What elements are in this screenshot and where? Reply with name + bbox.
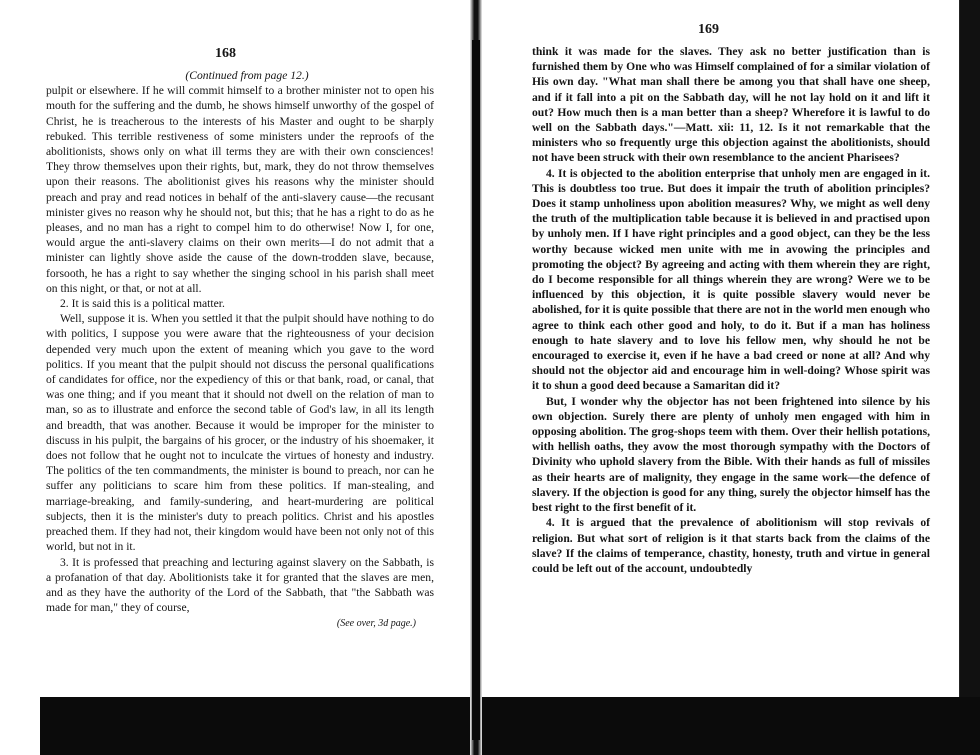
paragraph: 4. It is argued that the prevalence of abolitionism will stop revivals of religion. But what sort of religion is it that starts back from the claims of the slave? If the claims of temperance, chastity, honesty, truth and virtue in general could be left out of the account, undoubtedly (532, 516, 930, 575)
right-page (482, 0, 950, 755)
continued-note: (Continued from page 12.) (185, 69, 309, 82)
paragraph: Well, suppose it is. When you settled it that the pulpit should have nothing to do with politics, I suppose you were aware that the righteousness of your decision depended very much upon the extent of meaning which you gave to the word politics. If you meant that the pulpit should not discuss the personal qualifications of candidates for office, nor the expediency of this or that bank, road, or canal, that was one thing; and if you meant that it should not dwell on the relation of man to man, so as to illustrate and enforce the second table of God's law, in all its length and breadth, that was another. Because it would be improper for the minister to discuss in his pulpit, the bargains of his grocer, or the industry of his shoemaker, it does not follow that he ought not to inculcate the virtues of honesty and industry. The politics of the ten commandments, the minister is bound to preach, nor can he suffer any politicians to scare him from these politics. If man-stealing, and marriage-breaking, and family-sundering, and heart-murdering are political subjects, then it is the minister's duty to preach politics. Christ and his apostles preached them. If they had not, their kingdom would have been not only not of this world, but not in it. (46, 312, 434, 554)
see-over-note: (See over, 3d page.) (336, 618, 416, 630)
paragraph: 4. It is objected to the abolition enterprise that unholy men are engaged in it. This is doubtless too true. But does it impair the truth of abolition principles? Does it stamp unholiness upon abolition measures? Why, we might as well deny the truth of the multiplication table because it is believed in and practised upon by unholy men. If I have right principles and a good object, can they be the less worthy because wicked men unite with me in avowing the principles and promoting the object? By agreeing and acting with them wherein they are right, do I become responsible for all things wherein they are wrong? Were we to be influenced by this objection, it is quite possible slavery would never be abolished, for it is quite possible that there are not in the world men enough who agree to think each other good and holy, to do it. But if a man has holiness enough to hate slavery and to love his fellow men, why should he not be encouraged to exercise it, even if he have a bad creed or none at all? And why should not the objector aid and encourage him in well-doing? Whose spirit was it to shun a good deed because a Samaritan did it? (532, 166, 930, 393)
right-page-text (532, 44, 930, 576)
paragraph: pulpit or elsewhere. If he will commit himself to a brother minister not to open his mouth for the suffering and the dumb, he shows himself unworthy of the gospel of Christ, he is treacherous to the interests of his Master and ought to be sharply rebuked. This terrible restiveness of some ministers under the reproofs of the abolitionists, shows only on what ill terms they are with their own consciences! They throw themselves upon their rights, but, mark, they do not throw themselves upon their reasons. The abolitionist gives his reasons why the minister should preach and pray and read notices in behalf of the anti-slavery cause—the recusant minister gives no reason why he should not, but this; that he has a right to do as he pleases, and no man has a right to compel him to do otherwise! Now I, for one, would argue the anti-slavery claims on their own merits—I do not admit that a minister can lightly shove aside the cause of the down-trodden slave, because, forsooth, he has a right to say whether the singing school in his parish shall meet on this night, or that, or not at all. (46, 84, 434, 295)
page-edge-shadow (950, 0, 980, 755)
paragraph: think it was made for the slaves. They ask no better justification than is furnished them by One who was Himself complained of for a similar violation of His own day. "What man shall there be among you that shall have one sheep, and if it fall into a pit on the Sabbath day, will he not lay hold on it and lift it out? How much then is a man better than a sheep? Wherefore it is lawful to do well on the Sabbath days."—Matt. xii: 11, 12. Is it not remarkable that the ministers who so frequently urge this objection against the abolitionists, should not have been struck with their own resemblance to the ancient Pharisees? (532, 45, 930, 165)
scan-border-right (482, 697, 980, 755)
page-number-left: 168 (215, 46, 236, 61)
paragraph: 2. It is said this is a political matter. (60, 297, 225, 311)
paragraph: 3. It is professed that preaching and lecturing against slavery on the Sabbath, is a profanation of that day. Abolitionists take it for granted that the slaves are men, and as they have the authority of the Lord of the Sabbath, that "the Sabbath was made for man," they of course, (46, 555, 434, 615)
page-number-right: 169 (698, 22, 719, 37)
book-spine (472, 40, 480, 740)
left-page-text (46, 68, 434, 632)
paragraph: But, I wonder why the objector has not been frightened into silence by his own objection. Surely there are plenty of unholy men engaged with him in opposing abolition. The grog-shops teem with them. Over their hellish potations, with hellish oaths, they avow the most thorough sympathy with the Doctors of Divinity who uphold slavery from the Bible. With their hands as full of missiles as their hearts are of malignity, they engage in the same work—the defence of slavery. If the objection is good for any thing, surely the objector himself has the best right to the first benefit of it. (532, 394, 930, 515)
left-page (0, 0, 470, 755)
scan-border-left (40, 697, 470, 755)
